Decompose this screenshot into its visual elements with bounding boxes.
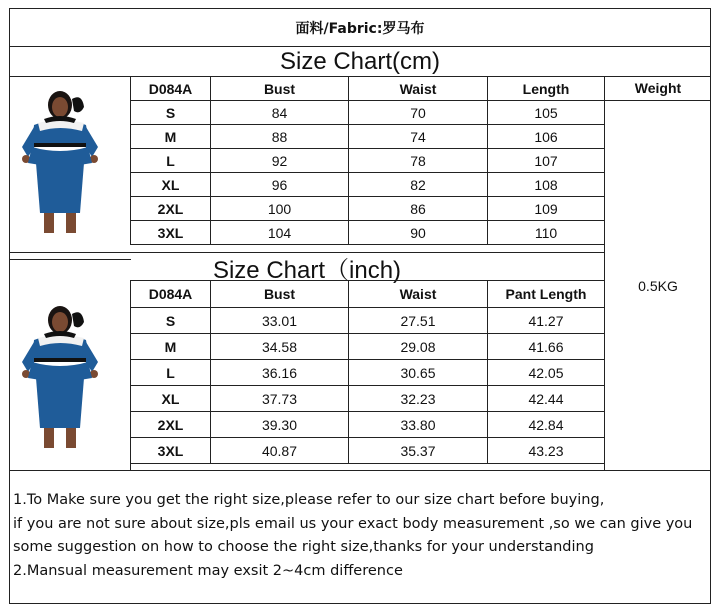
cm-size-table xyxy=(130,76,605,245)
table-row xyxy=(131,221,605,245)
note-line: if you are not sure about size,pls email us your exact body measurement ,so we can give you xyxy=(13,515,693,532)
size-cell: 3XL xyxy=(131,438,211,464)
col-header-pant-length: Pant Length xyxy=(488,281,605,308)
table-row xyxy=(131,125,605,149)
model-photo-icon xyxy=(14,85,126,237)
fabric-label: 面料/Fabric:罗马布 xyxy=(295,20,425,37)
table-row xyxy=(131,438,605,464)
table-cell: 96 xyxy=(211,173,349,197)
table-cell: 107 xyxy=(488,149,605,173)
size-cell: XL xyxy=(131,173,211,197)
model-photo-icon xyxy=(14,296,126,456)
table-cell: 34.58 xyxy=(211,334,349,360)
table-cell: 39.30 xyxy=(211,412,349,438)
size-notes xyxy=(13,489,709,583)
table-cell: 42.44 xyxy=(488,386,605,412)
table-header-row xyxy=(131,77,605,101)
table-cell: 41.66 xyxy=(488,334,605,360)
col-header-model: D084A xyxy=(131,281,211,308)
table-cell: 37.73 xyxy=(211,386,349,412)
table-cell: 42.84 xyxy=(488,412,605,438)
note-line: 1.To Make sure you get the right size,please refer to our size chart before buying, xyxy=(13,492,605,508)
size-cell: S xyxy=(131,101,211,125)
table-cell: 43.23 xyxy=(488,438,605,464)
size-cell: 3XL xyxy=(131,221,211,245)
inch-size-table xyxy=(130,280,605,464)
size-chart-sheet xyxy=(9,8,711,604)
table-cell: 108 xyxy=(488,173,605,197)
table-cell: 100 xyxy=(211,197,349,221)
size-cell: M xyxy=(131,334,211,360)
table-cell: 74 xyxy=(349,125,488,149)
cm-chart-title: Size Chart(cm) xyxy=(279,48,441,75)
size-cell: L xyxy=(131,360,211,386)
inch-chart-title: Size Chart（inch) xyxy=(10,252,604,281)
table-cell: 35.37 xyxy=(349,438,488,464)
table-row xyxy=(131,360,605,386)
col-header-model: D084A xyxy=(131,77,211,101)
table-cell: 29.08 xyxy=(349,334,488,360)
table-cell: 106 xyxy=(488,125,605,149)
size-cell: M xyxy=(131,125,211,149)
table-cell: 90 xyxy=(349,221,488,245)
table-cell: 82 xyxy=(349,173,488,197)
table-cell: 92 xyxy=(211,149,349,173)
note-line: some suggestion on how to choose the right size,thanks for your understanding xyxy=(13,539,594,555)
table-cell: 84 xyxy=(211,101,349,125)
table-row xyxy=(131,308,605,334)
model-photo-cm xyxy=(10,77,131,244)
table-cell: 86 xyxy=(349,197,488,221)
table-cell: 33.01 xyxy=(211,308,349,334)
model-photo-inch xyxy=(10,282,131,470)
table-row xyxy=(131,412,605,438)
table-row xyxy=(131,173,605,197)
table-cell: 32.23 xyxy=(349,386,488,412)
col-header-bust: Bust xyxy=(211,281,349,308)
col-header-length: Length xyxy=(488,77,605,101)
note-line: 2.Mansual measurement may exsit 2~4cm difference xyxy=(13,562,403,579)
size-cell: S xyxy=(131,308,211,334)
col-header-waist: Waist xyxy=(349,77,488,101)
table-cell: 104 xyxy=(211,221,349,245)
table-cell: 33.80 xyxy=(349,412,488,438)
table-cell: 41.27 xyxy=(488,308,605,334)
weight-column xyxy=(604,76,711,471)
table-cell: 109 xyxy=(488,197,605,221)
table-row xyxy=(131,149,605,173)
table-row xyxy=(131,197,605,221)
table-cell: 110 xyxy=(488,221,605,245)
table-header-row xyxy=(131,281,605,308)
col-header-waist: Waist xyxy=(349,281,488,308)
table-row xyxy=(131,101,605,125)
table-row xyxy=(131,334,605,360)
table-cell: 40.87 xyxy=(211,438,349,464)
size-cell: XL xyxy=(131,386,211,412)
table-cell: 27.51 xyxy=(349,308,488,334)
col-header-bust: Bust xyxy=(211,77,349,101)
size-cell: L xyxy=(131,149,211,173)
table-cell: 88 xyxy=(211,125,349,149)
table-cell: 36.16 xyxy=(211,360,349,386)
size-cell: 2XL xyxy=(131,197,211,221)
table-cell: 105 xyxy=(488,101,605,125)
weight-header: Weight xyxy=(605,76,711,101)
table-cell: 30.65 xyxy=(349,360,488,386)
size-cell: 2XL xyxy=(131,412,211,438)
table-row xyxy=(131,386,605,412)
table-cell: 70 xyxy=(349,101,488,125)
table-cell: 78 xyxy=(349,149,488,173)
divider xyxy=(10,470,710,471)
weight-value: 0.5KG xyxy=(638,278,678,294)
table-cell: 42.05 xyxy=(488,360,605,386)
